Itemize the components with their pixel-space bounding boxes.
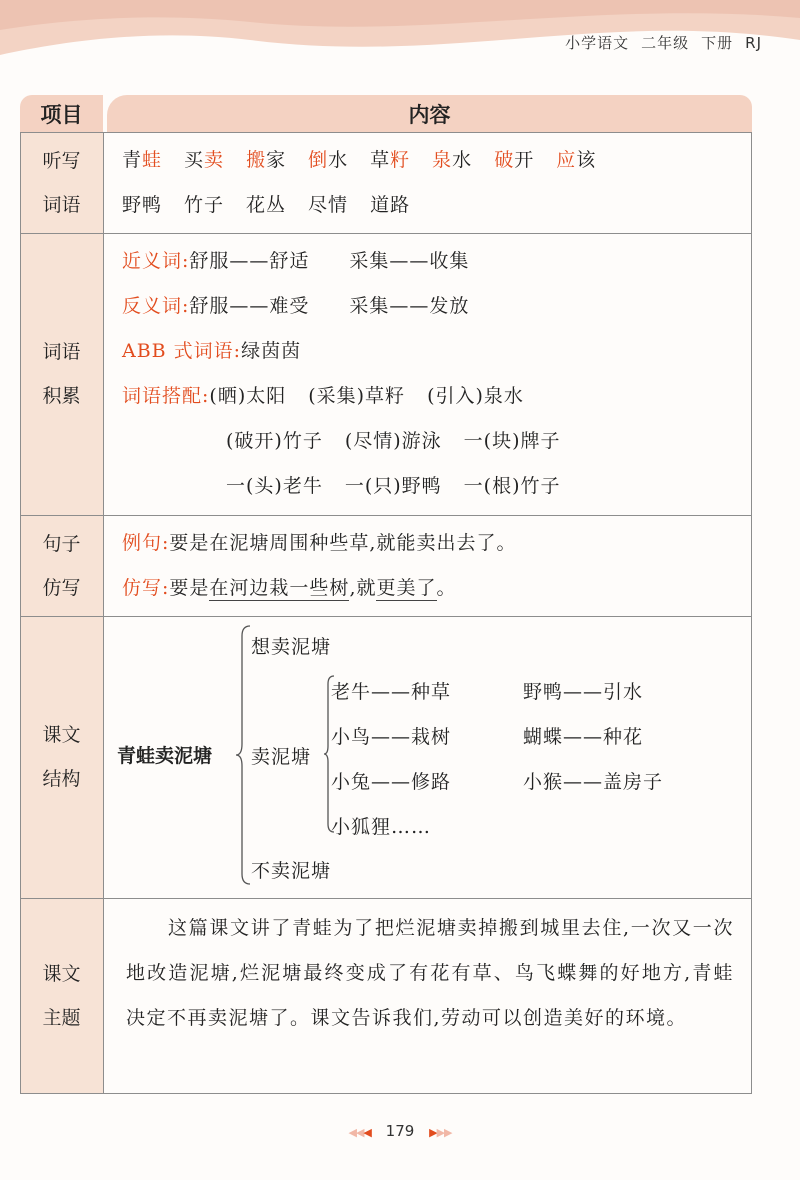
structure-pair-row [331,722,643,749]
row-label-line2: 结构 [42,768,81,790]
row-content [103,515,752,616]
header-grade: 二年级 [641,34,690,52]
structure-last: 小狐狸…… [331,816,432,838]
collocation-item: 一(根)竹子 [463,475,561,497]
book-header [553,32,762,53]
structure-top: 想卖泥塘 [251,636,332,658]
prev-arrow-icon: ◀ [355,1126,364,1139]
synonym-pair-1: 舒服——舒适 [189,250,310,272]
col-header-item: 项目 [20,95,103,132]
dictation-word: 竹子 [184,194,225,216]
collocation-item: 一(只)野鸭 [344,475,442,497]
row-content [103,898,752,1093]
collocation-item: (破开)竹子 [226,430,323,452]
collocation-line2 [226,426,560,453]
dictation-char: 草 [370,149,391,171]
divider [20,515,752,516]
row-label-line2: 积累 [42,385,81,407]
divider [20,132,752,133]
structure-pair-row [331,677,643,704]
dictation-word [556,145,596,172]
row-jiegou [20,616,752,898]
col-header-content: 内容 [107,95,752,132]
imitation-label: 仿写: [122,577,170,599]
row-label-line1: 课文 [42,724,81,746]
next-arrow-icon: ▶ [436,1126,445,1139]
dictation-word [308,145,348,172]
structure-pair: 小猴——盖房子 [523,771,664,793]
row-label [20,898,103,1093]
structure-pair-row [331,767,663,794]
antonym-pair-2: 采集——发放 [349,295,470,317]
collocation-item: 一(块)牌子 [463,430,561,452]
divider [20,616,752,617]
dictation-char: 开 [514,149,535,171]
collocation-item: (晒)太阳 [209,385,287,407]
antonyms-line [122,291,469,318]
dictation-char: 买 [184,149,205,171]
dictation-char: 家 [266,149,287,171]
next-arrow-icon: ▶ [429,1126,437,1139]
dictation-word [370,145,410,172]
row-label-line1: 课文 [42,962,81,985]
imitation-filled-blank: 在河边栽一些树 [209,577,350,599]
dictation-char: 卖 [204,149,225,171]
structure-pair: 野鸭——引水 [523,681,644,703]
antonym-pair-1: 舒服——难受 [189,295,310,317]
table-header [20,95,752,132]
synonym-pair-2: 采集——收集 [349,250,470,272]
dictation-char: 倒 [308,149,329,171]
structure-pair: 小鸟——栽树 [331,726,452,748]
row-label [20,515,103,616]
collocation-item: 一(头)老牛 [226,475,323,497]
collocation-line1 [122,381,524,408]
header-volume: 下册 [701,34,734,52]
row-label-line2: 主题 [42,1006,81,1029]
divider [20,132,21,1093]
dictation-word [184,145,224,172]
structure-mid: 卖泥塘 [251,746,312,768]
structure-root: 青蛙卖泥塘 [117,745,213,767]
example-text: 要是在泥塘周围种些草,就能卖出去了。 [169,532,517,554]
imitation-filled-blank: 更美了 [376,577,437,599]
example-label: 例句: [122,532,170,554]
dictation-char: 泉 [432,149,453,171]
dictation-char: 水 [452,149,473,171]
dictation-char: 破 [494,149,515,171]
dictation-words-line1 [122,145,618,172]
header-edition: RJ [745,34,762,52]
collocation-label: 词语搭配: [122,385,210,407]
dictation-word: 花丛 [246,194,287,216]
dictation-char: 青 [122,149,143,171]
structure-pair: 老牛——种草 [331,681,452,703]
divider [20,1093,752,1094]
dictation-word [494,145,534,172]
row-label-line2: 仿写 [42,576,81,599]
antonyms-label: 反义词: [122,295,190,317]
synonyms-line [122,246,469,273]
collocation-item: (采集)草籽 [308,385,406,407]
structure-pair: 小兔——修路 [331,771,452,793]
summary-table [20,95,752,1093]
abb-line [122,336,301,363]
next-arrow-icon: ▶ [444,1126,452,1139]
abb-label: ABB 式词语: [122,340,242,362]
header-subject: 小学语文 [565,34,630,52]
prev-arrow-icon: ◀ [348,1126,356,1139]
row-label-line1: 句子 [42,532,81,555]
row-fangxie [20,515,752,616]
dictation-word: 野鸭 [122,194,163,216]
row-label-line1: 听写 [42,149,81,172]
dictation-word [246,145,286,172]
imitation-text: 要是 [169,577,210,599]
dictation-word: 道路 [370,194,411,216]
prev-arrow-icon: ◀ [363,1126,371,1139]
row-zhuti [20,898,752,1093]
row-jilei [20,233,752,515]
row-content [103,132,752,233]
dictation-char: 蛙 [142,149,163,171]
collocation-item: (尽情)游泳 [344,430,442,452]
divider [751,132,752,1093]
collocation-line3 [226,471,560,498]
imitation-sentence [122,573,457,600]
row-label-line2: 词语 [42,193,81,216]
dictation-char: 该 [576,149,597,171]
abb-word: 绿茵茵 [241,340,302,362]
synonyms-label: 近义词: [122,250,190,272]
imitation-text: ,就 [349,577,377,599]
structure-diagram [103,616,752,898]
row-label [20,132,103,233]
dictation-words-line2 [122,190,432,217]
row-tingxie [20,132,752,233]
row-label [20,616,103,898]
dictation-word: 尽情 [308,194,349,216]
structure-pair: 蝴蝶——种花 [523,726,644,748]
structure-bottom: 不卖泥塘 [251,860,332,882]
dictation-word [432,145,472,172]
page-number: 179 [385,1122,415,1140]
theme-paragraph: 这篇课文讲了青蛙为了把烂泥塘卖掉搬到城里去住,一次又一次地改造泥塘,烂泥塘最终变成了有花有草、鸟飞蝶舞的好地方,青蛙决定不再卖泥塘了。课文告诉我们,劳动可以创造美好的环境。 [126,917,734,1029]
dictation-char: 应 [556,149,577,171]
row-label [20,233,103,515]
divider [20,233,752,234]
divider [20,898,752,899]
collocation-item: (引入)泉水 [427,385,524,407]
imitation-text: 。 [436,577,457,599]
dictation-char: 籽 [390,149,411,171]
dictation-char: 水 [328,149,349,171]
page-footer [0,1122,800,1140]
row-label-line1: 词语 [42,341,81,363]
example-sentence [122,528,516,555]
dictation-char: 搬 [246,149,267,171]
row-content [103,233,752,515]
dictation-word [122,145,162,172]
